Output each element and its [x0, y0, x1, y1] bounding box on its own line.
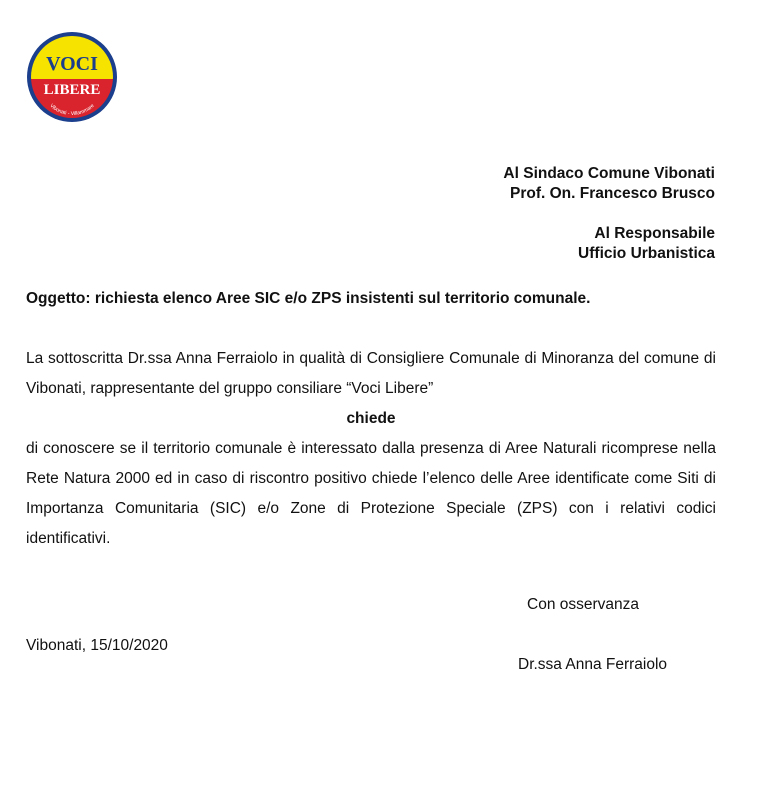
place-date: Vibonati, 15/10/2020: [26, 637, 168, 654]
recipient-office: Ufficio Urbanistica: [578, 245, 715, 262]
closing-salutation: Con osservanza: [527, 596, 640, 613]
paragraph-intro: La sottoscritta Dr.ssa Anna Ferraiolo in qualità di Consigliere Comunale di Minoranza del comune di Vibonati, rappresentante del gruppo consiliare “Voci Libere”: [26, 350, 716, 397]
signature-name: Dr.ssa Anna Ferraiolo: [518, 656, 668, 673]
paragraph-request: di conoscere se il territorio comunale è interessato dalla presenza di Aree Naturali ricomprese nella Rete Natura 2000 ed in caso di riscontro positivo chiede l’elenco delle Aree identificate come Siti di Importanza Comunitaria (SIC) e/o Zone di Protezione Speciale (ZPS) con i relativi codici identificativi.: [26, 440, 716, 547]
subject-line: Oggetto: richiesta elenco Aree SIC e/o ZPS insistenti sul territorio comunale.: [26, 290, 591, 307]
recipient-mayor-name: Prof. On. Francesco Brusco: [510, 185, 715, 202]
recipient-mayor: Al Sindaco Comune Vibonati: [503, 165, 715, 182]
voci-libere-logo: [26, 31, 118, 123]
recipient-manager: Al Responsabile: [594, 225, 715, 242]
logo-ring-text: Vibonati - Villammare: [48, 102, 96, 118]
logo-top-text: VOCI: [46, 53, 98, 75]
recipients-block: [503, 164, 715, 264]
logo-bottom-text: LIBERE: [43, 82, 101, 98]
request-verb: chiede: [346, 410, 396, 427]
